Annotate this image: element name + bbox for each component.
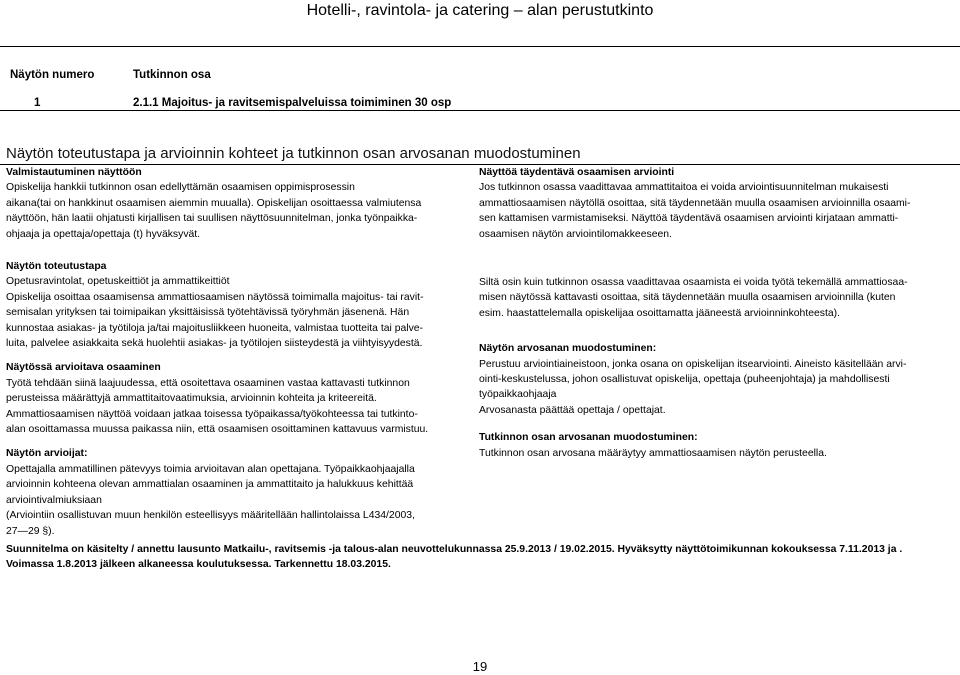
text-line: Tutkinnon osan arvosana määräytyy ammattiosaamisen näytön perusteella. — [479, 447, 827, 459]
text-line: (Arviointiin osallistuvan muun henkilön esteellisyys määritellään hallintolaissa L434/2003, — [6, 510, 415, 522]
text-line: 27—29 §). — [6, 525, 55, 537]
text-line: sen kattamisen varmistamiseksi. Näyttöä täydentävä osaamisen arviointi kirjataan ammatti- — [479, 213, 899, 225]
module-grade-heading: Tutkinnon osan arvosanan muodostuminen: — [479, 432, 698, 444]
footer-line: Voimassa 1.8.2013 jälkeen alkaneessa koulutuksessa. Tarkennettu 18.03.2015. — [6, 559, 391, 571]
display-number: 1 — [34, 97, 41, 109]
document-title: Hotelli-, ravintola- ja catering – alan perustutkinto — [306, 2, 654, 19]
divider-top — [0, 46, 960, 47]
right-column — [479, 165, 939, 242]
footer-note — [6, 542, 950, 573]
text-line: ohjaaja ja opettaja/opettaja (t) hyväksyvät. — [6, 228, 201, 240]
text-line: misen näytössä kattavasti osoittaa, sitä täydennetään muulla osaamisen arvioinnilla (kuten — [479, 292, 896, 304]
text-line: Siltä osin kuin tutkinnon osassa vaadittavaa osaamista ei voida työtä tekemällä ammattiosaa- — [479, 277, 908, 288]
module-name: 2.1.1 Majoitus- ja ravitsemispalveluissa toimiminen 30 osp — [133, 97, 452, 109]
divider-info — [0, 110, 960, 111]
label-display-number: Näytön numero — [10, 69, 95, 81]
left-column-lower — [6, 259, 466, 539]
right-column-lower — [479, 275, 939, 461]
text-line: Opiskelija osoittaa osaamisensa ammattiosaamisen näytössä toimimalla majoitus- tai ravit- — [6, 291, 424, 303]
text-line: näyttöön, hän laatii ohjatusti kirjallisen tai suullisen näyttösuunnitelman, jonka työnpaikka- — [6, 213, 418, 225]
text-line: Opettajalla ammatillinen pätevyys toimia arvioitavan alan opettajana. Työpaikkaohjaajalla — [6, 463, 415, 475]
supplementary-assessment-heading: Näyttöä täydentävä osaamisen arviointi — [479, 167, 675, 178]
text-line: ammattiosaamisen näytöllä osoittaa, sitä täydennetään muulla osaamisen arvioinnilla osaami- — [479, 197, 911, 209]
grade-formation-heading: Näytön arvosanan muodostuminen: — [479, 343, 657, 355]
left-column — [6, 165, 466, 242]
implementation-heading: Näytön toteutustapa — [6, 261, 107, 272]
text-line: arviointivalmiuksiaan — [6, 494, 102, 506]
text-line: aikana(tai on hankkinut osaamisen aiemmin muualla). Opiskelijan osoittaessa valmiutensa — [6, 197, 422, 209]
text-line: kunnostaa asiakas- ja työtiloja ja/tai majoitusliikkeen huoneita, valmistaa tuotteita tai palve- — [6, 322, 424, 334]
text-line: Opetusravintolat, opetuskeittiöt ja ammattikeittiöt — [6, 276, 230, 288]
text-line: esim. haastattelemalla opiskelijaa osoittamatta jääneestä arvioinninkohteesta). — [479, 307, 840, 319]
text-line: työpaikkaohjaaja — [479, 389, 557, 401]
text-line: Työtä tehdään siinä laajuudessa, että osoitettava osaaminen vastaa kattavasti tutkinnon — [6, 377, 410, 389]
text-line: Ammattiosaamisen näyttöä voidaan jatkaa toisessa työpaikassa/työkohteessa tai tutkinto- — [6, 408, 418, 420]
assessed-skills-heading: Näytössä arvioitava osaaminen — [6, 362, 161, 374]
text-line: alan osoittamassa muussa paikassa niin, että osaamisen osoittaminen kattavuus varmistuu. — [6, 424, 429, 436]
text-line: Perustuu arviointiaineistoon, jonka osana on opiskelijan itsearviointi. Aineisto käsitellään arvi- — [479, 358, 907, 370]
preparation-heading: Valmistautuminen näyttöön — [6, 167, 142, 178]
text-line: Jos tutkinnon osassa vaadittavaa ammattitaitoa ei voida arviointisuunnitelman mukaisesti — [479, 182, 889, 194]
text-line: ointi-keskustelussa, johon osallistuvat opiskelija, opettaja (puheenjohtaja) ja mahdollisesti — [479, 374, 890, 386]
text-line: perusteissa määrättyjä ammattitaitovaatimuksia, arvioinnin kohteita ja kriteereitä. — [6, 393, 377, 405]
text-line: Arvosanasta päättää opettaja / opettajat. — [479, 404, 666, 416]
footer-line: Suunnitelma on käsitelty / annettu lausunto Matkailu-, ravitsemis -ja talous-alan neuvottelukunnassa 25.9.2013 / 19.02.2015. Hyväksytty näyttötoimikunnan kokouksessa 7.11.2013 ja . — [6, 544, 903, 555]
section-heading: Näytön toteutustapa ja arvioinnin kohteet ja tutkinnon osan arvosanan muodostuminen — [6, 145, 581, 162]
text-line: luita, palvelee asiakkaita sekä huolehtii asiakas- ja työtilojen siisteydestä ja viihtyisyydestä. — [6, 338, 423, 350]
label-module: Tutkinnon osa — [133, 69, 211, 81]
text-line: osaamisen näytön arviointilomakkeeseen. — [479, 228, 672, 240]
assessors-heading: Näytön arvioijat: — [6, 448, 88, 460]
text-line: semisalan yrityksen tai toimipaikan yksittäisissä työtehtävissä työryhmän jäsenenä. Hän — [6, 307, 410, 319]
page-number: 19 — [472, 659, 488, 674]
text-line: Opiskelija hankkii tutkinnon osan edellyttämän osaamisen oppimisprosessin — [6, 182, 355, 194]
text-line: arvioinnin kohteena olevan ammattialan osaaminen ja ammattitaito ja halukkuus kehittää — [6, 479, 414, 491]
